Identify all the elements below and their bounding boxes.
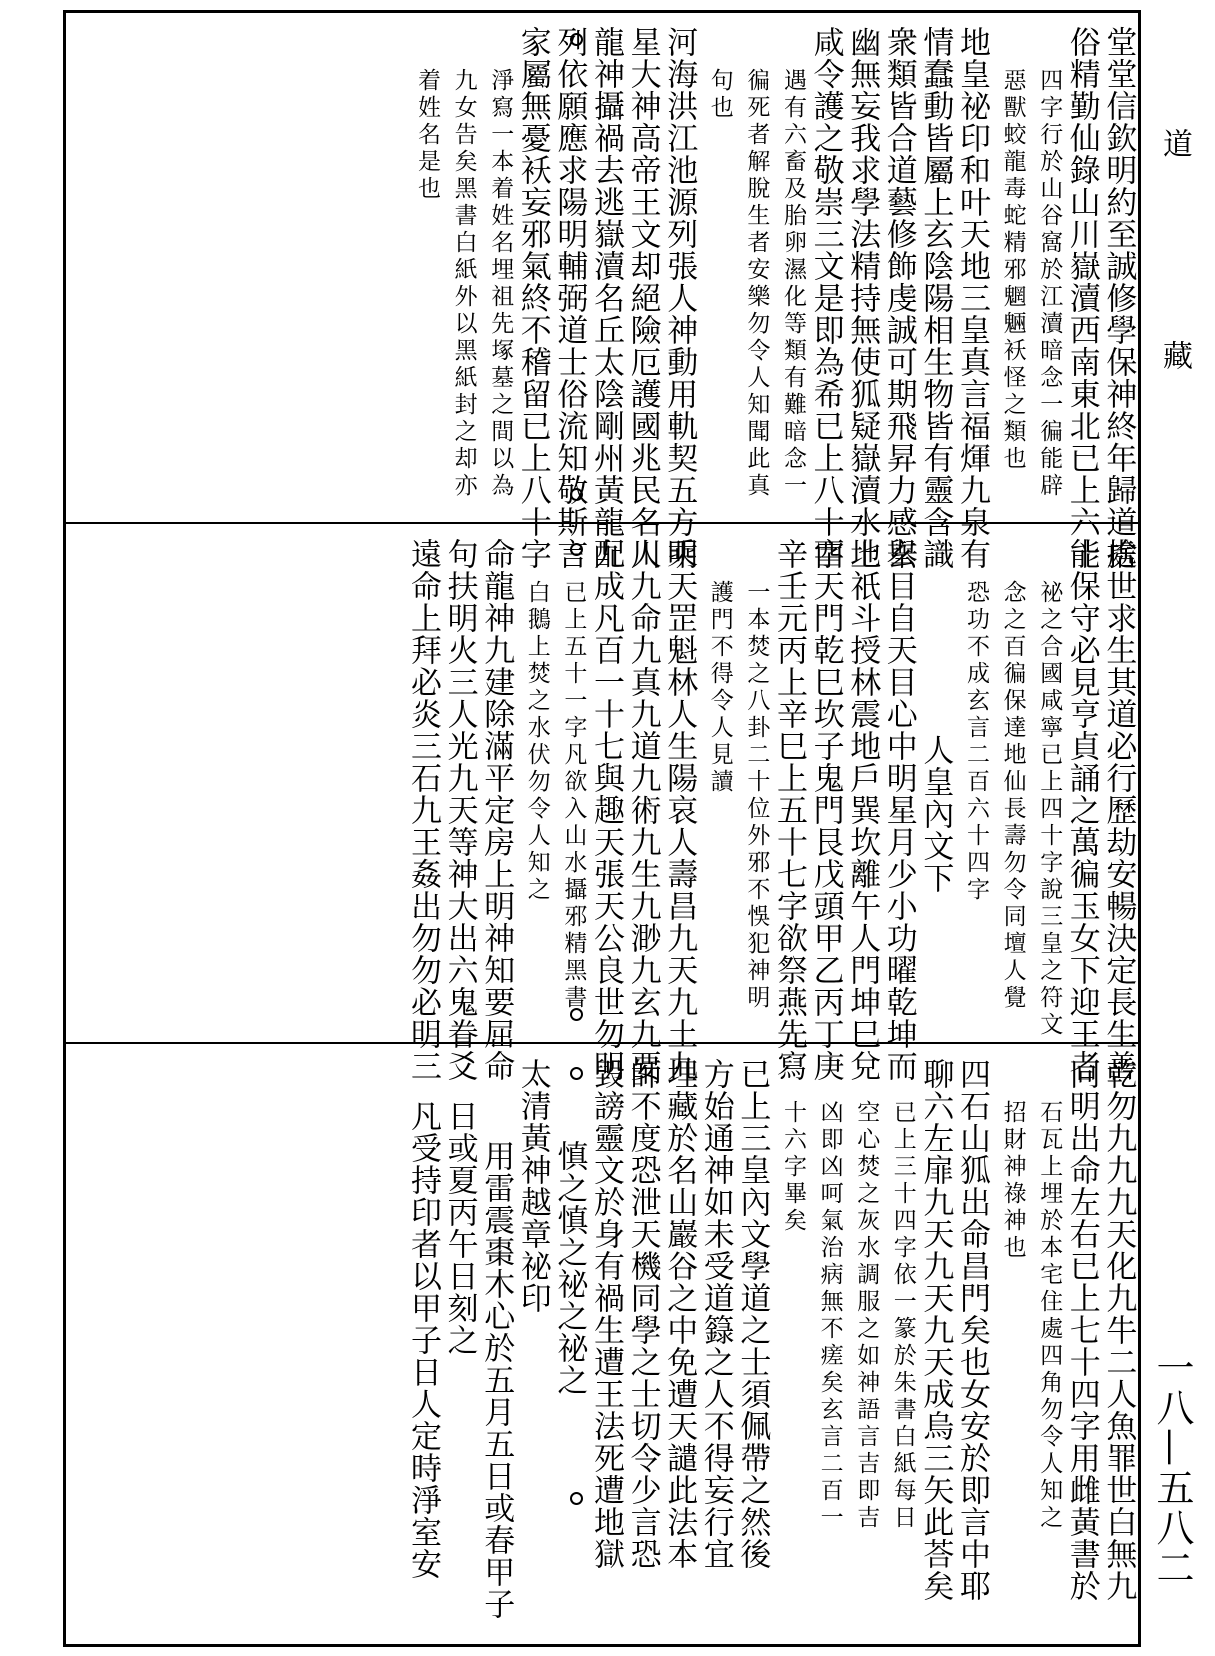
text-column: 徧死者解脫生者安樂勿令人知聞此真 — [743, 68, 770, 500]
text-column: 師不度恐泄天機同學之士切令少言恐 — [624, 1058, 661, 1570]
text-column: 九成凡百一十七與趣天張天公良世勿明 — [588, 538, 624, 1082]
text-column: 十六字畢矣 — [780, 1100, 806, 1235]
section-marker-circle — [570, 543, 583, 556]
section-marker-circle — [570, 1067, 583, 1080]
text-column: 祕之合國咸寧已上四十字說三皇之符文 — [1036, 580, 1063, 1039]
text-column: 舉目自天目心中明星月少小功曜乾坤而 — [880, 538, 917, 1082]
text-column: 命龍神九建除滿平定房上明神知要屈命 — [478, 538, 515, 1082]
text-column: 遠命上拜必炎三石九王姦出勿勿必明三 — [405, 538, 441, 1082]
section-marker-circle — [570, 33, 583, 46]
margin-title-char-2: 藏 — [1157, 340, 1192, 370]
text-column: 淨寫一本着姓名埋祖先塚墓之間以為 — [487, 68, 514, 500]
section-marker-circle — [570, 1492, 583, 1505]
text-column: 惡獸蛟龍毒蛇精邪魍魎袄怪之類也 — [999, 68, 1026, 473]
text-column: 俗精勤仙錄山川嶽瀆西南東北已上六十 — [1063, 26, 1100, 570]
text-column: 同明出命左右已上七十四字用雌黃書於 — [1063, 1058, 1100, 1602]
text-column: 太清黃神越章祕印 — [514, 1058, 551, 1314]
text-column: 已上五十一字凡欲入山水攝邪精黑書 — [560, 580, 587, 1012]
text-column: 毀謗靈文於身有禍生遭王法死遭地獄 — [588, 1058, 624, 1570]
text-register-3 — [64, 1044, 1140, 1644]
text-column: 地祇斗授林震地戶巽坎離午人門坤巳兌 — [844, 538, 881, 1082]
text-column: 方始通神如未受道籙之人不得妄行宜 — [697, 1058, 734, 1570]
text-column: 咸令護之敬崇三文是即為希已上八十字 — [807, 26, 844, 570]
text-column: 地皇祕印和叶天地三皇真言福煇九泉有 — [954, 26, 990, 570]
text-column: 四石山狐出命昌門矣也女安於即言中耶 — [954, 1058, 990, 1602]
section-marker-circle — [570, 488, 583, 501]
text-column: 一本焚之八卦二十位外邪不悞犯神明 — [743, 580, 770, 1012]
text-column: 白鵝上焚之水伏勿令人知之 — [523, 580, 550, 904]
text-column: 埋藏於名山巖谷之中免遭天譴此法本 — [661, 1058, 698, 1570]
text-column: 句也 — [706, 68, 733, 122]
text-column: 護門不得令人見讀 — [706, 580, 733, 796]
text-column: 四字行於山谷窩於江瀆暗念一徧能辟 — [1036, 68, 1063, 500]
text-register-2 — [64, 524, 1140, 1082]
text-column: 已上三皇內文學道之士須佩帶之然後 — [734, 1058, 771, 1570]
text-column: 念之百徧保達地仙長壽勿令同壇人覺 — [999, 580, 1026, 1012]
text-column: 用雷震棗木心於五月五日或春甲子 — [478, 1140, 515, 1620]
text-column: 凡受持印者以甲子日人定時淨室安 — [405, 1100, 441, 1580]
text-column: 句扶明火三人光九天等神大出六鬼眷爻 — [441, 538, 478, 1082]
text-column: 人皇內文下 — [917, 734, 954, 894]
text-column: 已上三十四字依一篆於朱書白紙每日 — [889, 1100, 916, 1532]
text-column: 堂堂信欽明約至誠修學保神終年歸道捨 — [1100, 26, 1137, 570]
section-marker-circle — [570, 1008, 583, 1021]
text-column: 龍神攝禍去逃嶽瀆名丘太陰剛州黃龍配 — [588, 26, 624, 570]
text-column: 凶即凶呵氣治病無不瘥矣玄言二百一 — [816, 1100, 843, 1532]
text-column: 乘天罡魁林人生陽哀人壽昌九天九土九 — [661, 538, 698, 1082]
margin-title-char-1: 道 — [1157, 128, 1192, 158]
text-column: 空心焚之灰水調服之如神語言吉即吉 — [853, 1100, 880, 1532]
text-column: 恐功不成玄言二百六十四字 — [963, 580, 989, 904]
text-register-1 — [64, 12, 1140, 570]
text-column: 處世求生其道必行歷劫安暢決定長生善 — [1100, 538, 1137, 1082]
text-column: 石瓦上埋於本宅住處四角勿令人知之 — [1036, 1100, 1063, 1532]
text-column: 辛壬元丙上辛巳上五十七字欲祭燕先寫 — [771, 538, 807, 1082]
text-column: 幽無妄我求學法精持無使狐疑嶽瀆水上 — [844, 26, 881, 570]
text-column: 家屬無憂袄妄邪氣終不稽留已上八十字 — [514, 26, 551, 570]
text-column: 河海洪江池源列張人神動用軌契五方明 — [661, 26, 698, 570]
text-column: 衆類皆合道藝修飾虔誠可期飛昇力感玄 — [880, 26, 917, 570]
text-column: 遇有六畜及胎卵濕化等類有難暗念一 — [780, 68, 806, 500]
text-column: 列依願應求陽明輔弼道士俗流知敬斯言 — [551, 26, 588, 570]
text-column: 人九命九真九道九術九生九渺九玄九要 — [624, 538, 661, 1082]
text-column: 慎之慎之祕之祕之 — [551, 1140, 588, 1396]
text-column: 酉天門乾巳坎子鬼門艮戊頭甲乙丙丁庚 — [807, 538, 844, 1082]
page-number: 一八—五八二 — [1150, 1348, 1194, 1588]
text-column: 着姓名是也 — [414, 68, 440, 203]
text-column: 招財神祿神也 — [999, 1100, 1026, 1262]
text-column: 情蠢動皆屬上玄陰陽相生物皆有靈含識 — [917, 26, 954, 570]
text-column: 星大神高帝王文却絕險厄護國兆民名川 — [624, 26, 661, 570]
text-column: 聊六左扉九天九天九天成烏三矢此荅矣 — [917, 1058, 954, 1602]
text-column: 九女告矣黑書白紙外以黑紙封之却亦 — [450, 68, 477, 500]
text-column: 能保守必見亨貞誦之萬徧玉女下迎王者 — [1063, 538, 1100, 1082]
text-column: 乾勿九九九天化九牛二人魚罪世白無九 — [1100, 1058, 1137, 1602]
text-column: 日或夏丙午日刻之 — [441, 1100, 478, 1356]
